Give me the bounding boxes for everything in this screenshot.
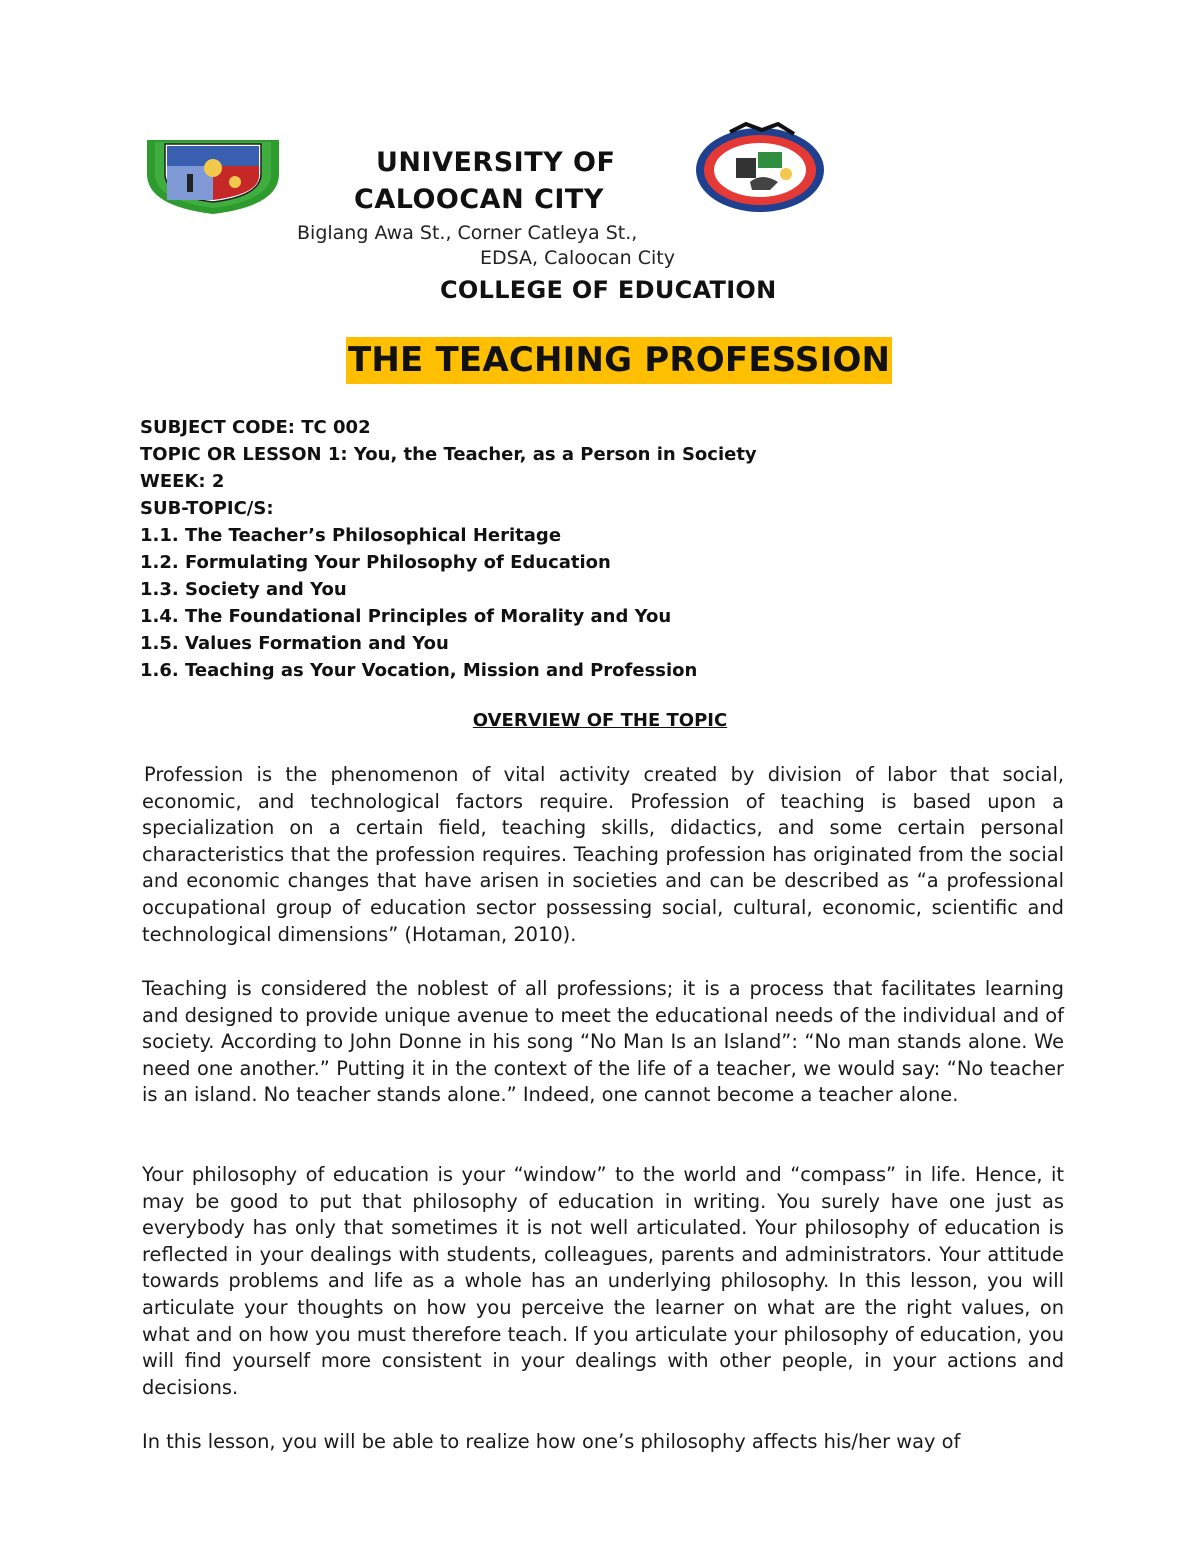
overview-paragraph: Profession is the phenomenon of vital activity created by division of labor that social, economic, and technological factors require. Profession of teaching is based upon a specialization on a certain field, teaching skills, didactics, and some certain personal characteristics that the profession requires. Teaching profession has originated from the social and economic changes that have arisen in societies and can be described as “a professional occupational group of education sector possessing social, cultural, economic, scientific and technological dimensions” (Hotaman, 2010). bbox=[142, 763, 1064, 946]
overview-paragraph: Teaching is considered the noblest of all professions; it is a process that facilitates learning and designed to provide unique avenue to meet the educational needs of the individual and of society. According to John Donne in his song “No Man Is an Island”: “No man stands alone. We need one another.” Putting it in the context of the life of a teacher, we would say: “No teacher is an island. No teacher stands alone.” Indeed, one cannot become a teacher alone. bbox=[142, 977, 1064, 1107]
subtopic-item: 1.1. The Teacher’s Philosophical Heritage bbox=[140, 525, 562, 546]
document-title: THE TEACHING PROFESSION bbox=[346, 337, 892, 384]
university-line-1: UNIVERSITY OF bbox=[376, 147, 616, 178]
subtopic-item: 1.4. The Foundational Principles of Morality and You bbox=[140, 606, 672, 627]
lesson-meta bbox=[140, 414, 1080, 684]
subtopic-item: 1.5. Values Formation and You bbox=[140, 633, 449, 654]
overview-paragraph: In this lesson, you will be able to realize how one’s philosophy affects his/her way of bbox=[142, 1430, 961, 1453]
subtopic-item: 1.3. Society and You bbox=[140, 579, 347, 600]
week-line: WEEK: 2 bbox=[140, 471, 225, 492]
topic-line: TOPIC OR LESSON 1: You, the Teacher, as a Person in Society bbox=[140, 444, 757, 465]
address-line-2: EDSA, Caloocan City bbox=[480, 247, 675, 269]
university-line-2: CALOOCAN CITY bbox=[354, 184, 604, 215]
overview-heading: OVERVIEW OF THE TOPIC bbox=[472, 710, 728, 731]
overview-paragraph: Your philosophy of education is your “window” to the world and “compass” in life. Hence, it may be good to put that philosophy of education in writing. You surely have one just as everybody has only that sometimes it is not well articulated. Your philosophy of education is reflected in your dealings with students, colleagues, parents and administrators. Your attitude towards problems and life as a whole has an underlying philosophy. In this lesson, you will articulate your thoughts on how you perceive the learner on what are the right values, on what and on how you must therefore teach. If you articulate your philosophy of education, you will find yourself more consistent in your dealings with other people, in your actions and decisions. bbox=[142, 1163, 1064, 1399]
subtopics-label: SUB-TOPIC/S: bbox=[140, 498, 274, 519]
university-seal-icon bbox=[143, 134, 283, 216]
college-name: COLLEGE OF EDUCATION bbox=[440, 276, 777, 304]
subject-code: SUBJECT CODE: TC 002 bbox=[140, 417, 371, 438]
subtopic-item: 1.6. Teaching as Your Vocation, Mission and Profession bbox=[140, 660, 698, 681]
university-name bbox=[354, 144, 654, 218]
address-line-1: Biglang Awa St., Corner Catleya St., bbox=[297, 222, 638, 244]
college-seal-icon bbox=[690, 122, 830, 214]
subtopic-item: 1.2. Formulating Your Philosophy of Education bbox=[140, 552, 611, 573]
